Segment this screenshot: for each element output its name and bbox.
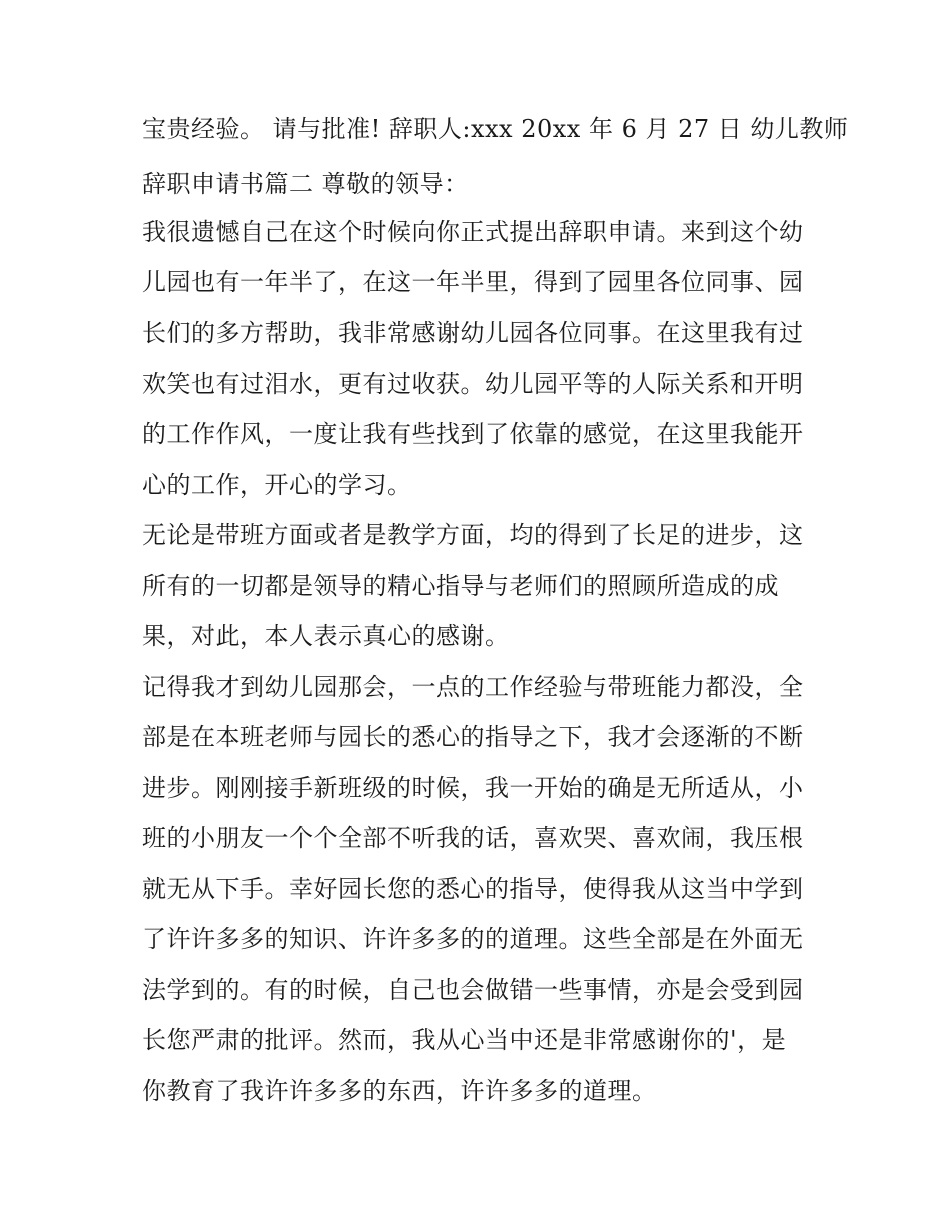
text-line-5: 长们的多方帮助，我非常感谢幼儿园各位同事。在这里我有过 [142,319,804,347]
text-line-17: 了许许多多的知识、许许多多的的道理。这些全部是在外面无 [142,925,804,953]
text-line-9: 无论是带班方面或者是教学方面，均的得到了长足的进步，这 [142,521,804,549]
text-line-13: 部是在本班老师与园长的悉心的指导之下，我才会逐渐的不断 [142,723,804,751]
text-line-1: 宝贵经验。 请与批准! 辞职人:xxx 20xx 年 6 月 27 日 幼儿教师 [142,115,849,143]
text-line-4: 儿园也有一年半了，在这一年半里，得到了园里各位同事、园 [142,268,804,296]
text-line-18: 法学到的。有的时候，自己也会做错一些事情，亦是会受到园 [142,976,804,1004]
text-line-19: 长您严肃的批评。然而，我从心当中还是非常感谢你的'，是 [142,1026,787,1054]
text-line-2: 辞职申请书篇二 尊敬的领导： [142,170,469,198]
text-line-12: 记得我才到幼儿园那会，一点的工作经验与带班能力都没，全 [142,673,804,701]
text-line-7: 的工作作风，一度让我有些找到了依靠的感觉，在这里我能开 [142,420,804,448]
text-line-20: 你教育了我许许多多的东西，许许多多的道理。 [142,1077,657,1105]
text-line-8: 心的工作，开心的学习。 [142,471,412,499]
text-line-3: 我很遗憾自己在这个时候向你正式提出辞职申请。来到这个幼 [142,218,804,246]
text-line-6: 欢笑也有过泪水，更有过收获。幼儿园平等的人际关系和开明 [142,370,804,398]
text-line-16: 就无从下手。幸好园长您的悉心的指导，使得我从这当中学到 [142,875,804,903]
text-line-10: 所有的一切都是领导的精心指导与老师们的照顾所造成的成 [142,572,779,600]
text-line-14: 进步。刚刚接手新班级的时候，我一开始的确是无所适从，小 [142,774,804,802]
text-line-15: 班的小朋友一个个全部不听我的话，喜欢哭、喜欢闹，我压根 [142,824,804,852]
text-line-11: 果，对此，本人表示真心的感谢。 [142,622,510,650]
